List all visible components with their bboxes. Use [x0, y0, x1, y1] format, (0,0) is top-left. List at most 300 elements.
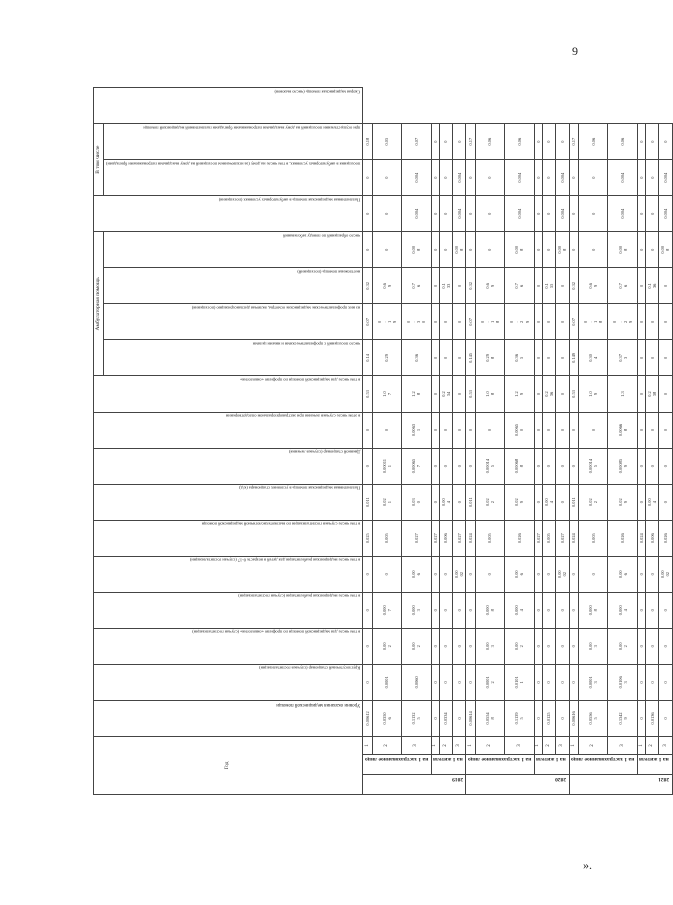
value-cell: 0 — [453, 376, 466, 412]
value-cell: 0 — [637, 232, 645, 268]
value-cell: 0.07 — [466, 304, 475, 340]
value-cell: 0.004 — [453, 160, 466, 196]
value-cell: 0.2 38 — [645, 376, 658, 412]
value-cell: 0 — [659, 664, 672, 700]
value-cell: 0.29 8 — [475, 340, 504, 376]
value-cell: 0 — [578, 196, 607, 232]
value-cell: 0.29 — [372, 340, 401, 376]
value-cell: 0.03 0 — [402, 484, 432, 520]
year-label: 2021 — [569, 774, 672, 794]
value-cell: 0 — [645, 448, 658, 484]
column-header-16: при осуществлении посещений на дому выездными патронажными бригадами паллиативной медицинской помощи — [104, 124, 363, 160]
value-cell: 0.36 5 — [505, 340, 535, 376]
value-cell: 0 — [637, 448, 645, 484]
value-cell: 0.004 — [608, 196, 638, 232]
level-cell: 2 — [439, 736, 452, 754]
value-cell: 0.00 8 — [402, 232, 432, 268]
table-row — [534, 88, 542, 795]
value-cell: 0 — [466, 556, 475, 592]
data-table-frame — [93, 87, 671, 795]
level-cell: 3 — [505, 736, 535, 754]
level-cell: 1 — [431, 736, 439, 754]
value-cell: 1.0 8 — [475, 376, 504, 412]
value-cell: 0 — [431, 268, 439, 304]
value-cell: 0 — [637, 304, 645, 340]
value-cell: 0 — [475, 412, 504, 448]
value-cell: 0 — [569, 160, 578, 196]
level-cell: 3 — [659, 736, 672, 754]
value-cell: 0 — [363, 412, 372, 448]
value-cell: 0 — [542, 124, 555, 160]
value-cell: 0 — [659, 628, 672, 664]
value-cell: 0 — [534, 628, 542, 664]
value-cell: 0 — [466, 628, 475, 664]
value-cell: 0 — [569, 412, 578, 448]
value-cell: 0 — [475, 160, 504, 196]
value-cell: 0.14 — [363, 340, 372, 376]
value-cell: 0 — [556, 628, 569, 664]
value-cell: 0.024 — [637, 520, 645, 556]
value-cell: 0.00 6 — [505, 556, 535, 592]
table-row — [505, 88, 535, 795]
value-cell: 0.7 6 — [608, 268, 638, 304]
value-cell: 0 — [578, 160, 607, 196]
value-cell: 0.00 4 — [542, 484, 555, 520]
group-label: на 1 застрахованное лицо — [466, 754, 534, 774]
value-cell: 0.011 — [466, 484, 475, 520]
level-cell: 1 — [534, 736, 542, 754]
value-cell: 0 — [645, 304, 658, 340]
value-cell: 0 — [453, 412, 466, 448]
value-cell: 0.000 8 — [578, 592, 607, 628]
value-cell: 0.004 — [505, 196, 535, 232]
value-cell: 0.011 — [569, 484, 578, 520]
medical-care-volume-table — [93, 87, 673, 795]
column-header-6: Паллиативная медицинская помощь в условиях стационара (к/д) — [94, 484, 363, 520]
column-header-17: Скорая медицинская помощь (число вызовов) — [94, 88, 363, 124]
value-cell: 0.00 6 — [402, 556, 432, 592]
value-cell: 0 — [439, 592, 452, 628]
value-cell: 0 — [363, 448, 372, 484]
table-row — [363, 88, 372, 795]
group-label: на 1 застрахованное лицо — [363, 754, 431, 774]
value-cell: 0 — [659, 448, 672, 484]
value-cell: 0 . 2 9 — [608, 304, 638, 340]
value-cell: 0 — [431, 448, 439, 484]
value-cell: 0 — [659, 304, 672, 340]
value-cell: 0 — [431, 592, 439, 628]
value-cell: 0 — [645, 556, 658, 592]
value-cell: 0 — [556, 700, 569, 736]
value-cell: 0 — [431, 628, 439, 664]
column-header-3: в том числе медицинская реабилитация (случаи госпитализации) — [94, 592, 363, 628]
value-cell: 0 — [431, 196, 439, 232]
value-cell: 0.0066 8 — [608, 412, 638, 448]
value-cell: 0 — [439, 232, 452, 268]
value-cell: 0 — [645, 196, 658, 232]
value-cell: 0 — [556, 412, 569, 448]
value-cell: 0.027 — [534, 520, 542, 556]
value-cell: 0.2 36 — [542, 376, 555, 412]
level-cell: 3 — [453, 736, 466, 754]
value-cell: 1.0 7 — [372, 376, 401, 412]
value-cell: 0.024 — [569, 520, 578, 556]
value-cell: 0 — [534, 160, 542, 196]
value-cell: 0 — [556, 484, 569, 520]
value-cell: 0.02 2 — [578, 484, 607, 520]
value-cell: 0 — [659, 412, 672, 448]
value-cell: 0 — [534, 196, 542, 232]
value-cell: 0 — [363, 160, 372, 196]
value-cell: 0.005 — [542, 520, 555, 556]
value-cell: 0 — [645, 628, 658, 664]
value-cell: 0 — [431, 700, 439, 736]
value-cell: 0.37 3 — [608, 340, 638, 376]
value-cell: 0.027 — [431, 520, 439, 556]
level-cell: 2 — [475, 736, 504, 754]
value-cell: 0 — [534, 376, 542, 412]
value-cell: 0.004 — [659, 160, 672, 196]
value-cell: 0 — [372, 232, 401, 268]
value-cell: 0 — [363, 556, 372, 592]
value-cell: 0.00011 1 — [372, 448, 401, 484]
value-cell: 0.53 — [569, 376, 578, 412]
value-cell: 0 — [556, 448, 569, 484]
value-cell: 0.004 — [402, 196, 432, 232]
table-row — [453, 88, 466, 795]
value-cell: 0 — [453, 592, 466, 628]
value-cell: 0.05 — [372, 124, 401, 160]
value-cell: 0 — [439, 304, 452, 340]
value-cell: 0 — [534, 232, 542, 268]
table-row — [402, 88, 432, 795]
value-cell: 0 — [439, 124, 452, 160]
value-cell: 0 — [466, 160, 475, 196]
value-cell: 0 — [556, 340, 569, 376]
value-cell: 0.025 — [363, 520, 372, 556]
table-row — [556, 88, 569, 795]
value-cell: 0 — [637, 556, 645, 592]
value-cell: 0.024 — [466, 520, 475, 556]
column-header-10: число посещений с профилактическими и иными целями — [104, 340, 363, 376]
value-cell: 0.0106 3 — [608, 664, 638, 700]
value-cell: 0.0556 5 — [578, 700, 607, 736]
value-cell: 0 — [453, 448, 466, 484]
value-cell: 0.00068 8 — [505, 448, 535, 484]
value-cell: 0 — [637, 628, 645, 664]
value-cell: 0.00 8 — [505, 232, 535, 268]
value-cell: 0.53 — [363, 376, 372, 412]
value-cell: 0 — [542, 592, 555, 628]
value-cell: 0 — [453, 268, 466, 304]
value-cell: 0 — [556, 376, 569, 412]
table-row — [372, 88, 401, 795]
value-cell: 0 — [475, 196, 504, 232]
level-cell: 3 — [402, 736, 432, 754]
value-cell: 0 — [439, 160, 452, 196]
value-cell: 0.07 — [402, 124, 432, 160]
value-cell: 0.53 — [466, 376, 475, 412]
value-cell: 0.18 — [363, 124, 372, 160]
value-cell: 0 — [431, 340, 439, 376]
value-cell: 0.1 33 — [439, 268, 452, 304]
value-cell: 0.000 4 — [608, 592, 638, 628]
value-cell: 0.36 — [402, 340, 432, 376]
value-cell: 0.6 9 — [578, 268, 607, 304]
closing-quote-mark: ». — [583, 858, 592, 872]
value-cell: 0.06 — [505, 124, 535, 160]
value-cell: 0 — [475, 232, 504, 268]
value-cell: 0.30 4 — [578, 340, 607, 376]
value-cell: 0 — [453, 124, 466, 160]
value-cell: 0.02 9 — [505, 484, 535, 520]
value-cell: 0 — [439, 196, 452, 232]
table-row — [542, 88, 555, 795]
value-cell: 0 — [569, 232, 578, 268]
level-cell: 1 — [637, 736, 645, 754]
value-cell: 0 — [659, 124, 672, 160]
value-cell: 0.00 8 — [556, 232, 569, 268]
value-cell: 0 . 1 8 — [578, 304, 607, 340]
value-cell: 0 — [534, 484, 542, 520]
value-cell: 0 — [439, 412, 452, 448]
value-cell: 0.004 — [659, 196, 672, 232]
value-cell: 0.006 — [645, 520, 658, 556]
value-cell: 0 — [363, 196, 372, 232]
value-cell: 0.02 9 — [608, 484, 638, 520]
value-cell: 0.0001 3 — [578, 664, 607, 700]
level-column-header: Уровни оказания медицинской помощи — [94, 700, 363, 736]
table-row — [431, 88, 439, 795]
value-cell: 0.17 — [466, 124, 475, 160]
value-cell: 0.07 — [569, 304, 578, 340]
value-cell: 0.0136 — [645, 700, 658, 736]
value-cell: 0 — [637, 124, 645, 160]
value-cell: 0 — [363, 232, 372, 268]
column-header-8: в этом числе случаев лечения при экстракорпоральном оплодотворении — [94, 412, 363, 448]
value-cell: 0 — [534, 448, 542, 484]
value-cell: 0 — [569, 592, 578, 628]
value-cell: 0 — [439, 664, 452, 700]
table-row — [578, 88, 607, 795]
level-cell: 3 — [608, 736, 638, 754]
value-cell: 0 — [431, 232, 439, 268]
value-cell: 0 — [453, 700, 466, 736]
value-cell: 0.00 02 — [556, 556, 569, 592]
value-cell: 0.1132 5 — [402, 700, 432, 736]
value-cell: 0 — [453, 304, 466, 340]
table-row — [439, 88, 452, 795]
value-cell: 0 — [466, 448, 475, 484]
value-cell: 0 . 1 9 — [372, 304, 401, 340]
value-cell: 0 — [542, 304, 555, 340]
value-cell: 0 . 3 0 — [402, 304, 432, 340]
value-cell: 0.005 — [475, 520, 504, 556]
value-cell: 0.0101 1 — [505, 664, 535, 700]
value-cell: 0 — [372, 160, 401, 196]
value-cell: 0.004 — [556, 160, 569, 196]
value-cell: 1.2 8 — [402, 376, 432, 412]
value-cell: 0.1139 5 — [505, 700, 535, 736]
value-cell: 0 — [534, 592, 542, 628]
page-number: 9 — [572, 44, 578, 58]
column-header-14: Паллиативная медицинская помощь в амбулаторных условиях (посещения) — [94, 196, 363, 232]
value-cell: 0.000 7 — [372, 592, 401, 628]
level-cell: 2 — [578, 736, 607, 754]
column-header-4: в том числе медицинская реабилитация для детей в возрасте 0-17 (случаи госпитализации) — [94, 556, 363, 592]
value-cell: 0 — [542, 628, 555, 664]
value-cell: 0 — [569, 628, 578, 664]
value-cell: 0.00 3 — [475, 628, 504, 664]
value-cell: 0.00014 5 — [475, 448, 504, 484]
column-header-13: число обращений по поводу заболеваний — [104, 232, 363, 268]
value-cell: 0.000 3 — [402, 592, 432, 628]
value-cell: 0 — [569, 196, 578, 232]
value-cell: 0.005 — [372, 520, 401, 556]
table-row — [659, 88, 672, 795]
including-group-header: В том числе — [94, 124, 104, 196]
value-cell: 0.006 — [439, 520, 452, 556]
value-cell: 0 — [534, 700, 542, 736]
column-header-2: в том числе для медицинской помощи по профилю «онкология» (случаи госпитализации) — [94, 628, 363, 664]
value-cell: 0 — [542, 556, 555, 592]
value-cell: 0 — [431, 376, 439, 412]
value-cell: 0 — [637, 592, 645, 628]
value-cell: 0 — [542, 160, 555, 196]
value-cell: 0 — [475, 556, 504, 592]
value-cell: 0 — [431, 304, 439, 340]
value-cell: 0.7 6 — [402, 268, 432, 304]
value-cell: 0 — [431, 484, 439, 520]
value-cell: 0 — [363, 592, 372, 628]
value-cell: 0.004 — [505, 160, 535, 196]
value-cell: 0 — [569, 448, 578, 484]
value-cell: 0.32 — [466, 268, 475, 304]
value-cell: 0 — [542, 412, 555, 448]
value-cell: 0.00085 9 — [608, 448, 638, 484]
value-cell: 0.0060 — [402, 664, 432, 700]
value-cell: 0.00 2 — [505, 628, 535, 664]
value-cell: 0 — [542, 232, 555, 268]
value-cell: 0 — [453, 340, 466, 376]
value-cell: 0.027 — [453, 520, 466, 556]
value-cell: 0 — [466, 232, 475, 268]
value-cell: 0 — [578, 412, 607, 448]
value-cell: 0 — [637, 160, 645, 196]
value-cell: 0.145 — [466, 340, 475, 376]
group-label: на 1 жителя — [534, 754, 569, 774]
value-cell: 0 — [659, 592, 672, 628]
header-row — [94, 88, 104, 795]
value-cell: 0 — [578, 232, 607, 268]
value-cell: 0 — [637, 484, 645, 520]
value-cell: 0 — [372, 556, 401, 592]
value-cell: 0 — [431, 412, 439, 448]
group-label: на 1 застрахованное лицо — [569, 754, 637, 774]
value-cell: 0.6 9 — [475, 268, 504, 304]
value-cell: 0.32 — [569, 268, 578, 304]
value-cell: 0 — [534, 304, 542, 340]
value-cell: 0.00 8 — [608, 232, 638, 268]
value-cell: 0 — [439, 340, 452, 376]
value-cell: 0 — [556, 304, 569, 340]
table-row — [569, 88, 578, 795]
value-cell: 0.06 — [475, 124, 504, 160]
value-cell: 0 — [645, 124, 658, 160]
table-row — [466, 88, 475, 795]
value-cell: 0.000 8 — [475, 592, 504, 628]
value-cell: 0.149 — [569, 340, 578, 376]
value-cell: 0.0063 1 — [402, 412, 432, 448]
value-cell: 0.02 2 — [475, 484, 504, 520]
value-cell: 0.0065 0 — [505, 412, 535, 448]
value-cell: 0 — [534, 556, 542, 592]
value-cell: 0.026 — [659, 520, 672, 556]
value-cell: 0 — [645, 664, 658, 700]
value-cell: 0 . 2 9 — [505, 304, 535, 340]
value-cell: 0 — [453, 628, 466, 664]
value-cell: 0.0001 2 — [475, 664, 504, 700]
level-cell: 2 — [645, 736, 658, 754]
value-cell: 0 — [659, 268, 672, 304]
value-cell: 0.005 — [578, 520, 607, 556]
value-cell: 0 — [534, 664, 542, 700]
value-cell: 0 — [534, 412, 542, 448]
value-cell: 0.026 — [505, 520, 535, 556]
level-cell: 2 — [542, 736, 555, 754]
value-cell: 0.00 2 — [372, 628, 401, 664]
value-cell: 0 — [542, 448, 555, 484]
value-cell: 0.06 — [608, 124, 638, 160]
value-cell: 0 — [659, 700, 672, 736]
value-cell: 0.00 2 — [402, 628, 432, 664]
value-cell: 0 — [637, 196, 645, 232]
value-cell: 0 — [645, 592, 658, 628]
value-cell: 0 — [556, 592, 569, 628]
value-cell: 0 — [466, 412, 475, 448]
value-cell: 0 — [659, 340, 672, 376]
value-cell: 0.00612 — [363, 700, 372, 736]
value-cell: 0 — [556, 664, 569, 700]
year-label: 2020 — [466, 774, 569, 794]
column-header-9: в том числе для медицинской помощи по профилю «онкология» — [94, 376, 363, 412]
value-cell: 0 — [542, 664, 555, 700]
value-cell: 0.1342 9 — [608, 700, 638, 736]
value-cell: 0 — [637, 376, 645, 412]
value-cell: 0.0334 — [439, 700, 452, 736]
value-cell: 0 — [542, 196, 555, 232]
value-cell: 0.00 4 — [439, 484, 452, 520]
value-cell: 0 — [466, 664, 475, 700]
value-cell: 0.07 — [363, 304, 372, 340]
level-cell: 1 — [569, 736, 578, 754]
year-header: Год — [94, 736, 363, 794]
value-cell: 0.1 55 — [542, 268, 555, 304]
value-cell: 0 — [466, 592, 475, 628]
value-cell: 1.0 9 — [578, 376, 607, 412]
value-cell: 0.0554 8 — [475, 700, 504, 736]
value-cell: 0 — [578, 556, 607, 592]
level-cell: 3 — [556, 736, 569, 754]
value-cell: 0 — [439, 628, 452, 664]
value-cell: 0 — [453, 664, 466, 700]
value-cell: 0.00 8 — [453, 232, 466, 268]
value-cell: 0.00616 — [569, 700, 578, 736]
value-cell: 0 — [569, 664, 578, 700]
level-cell: 1 — [466, 736, 475, 754]
value-cell: 0.00 6 — [608, 556, 638, 592]
value-cell: 0 — [372, 196, 401, 232]
